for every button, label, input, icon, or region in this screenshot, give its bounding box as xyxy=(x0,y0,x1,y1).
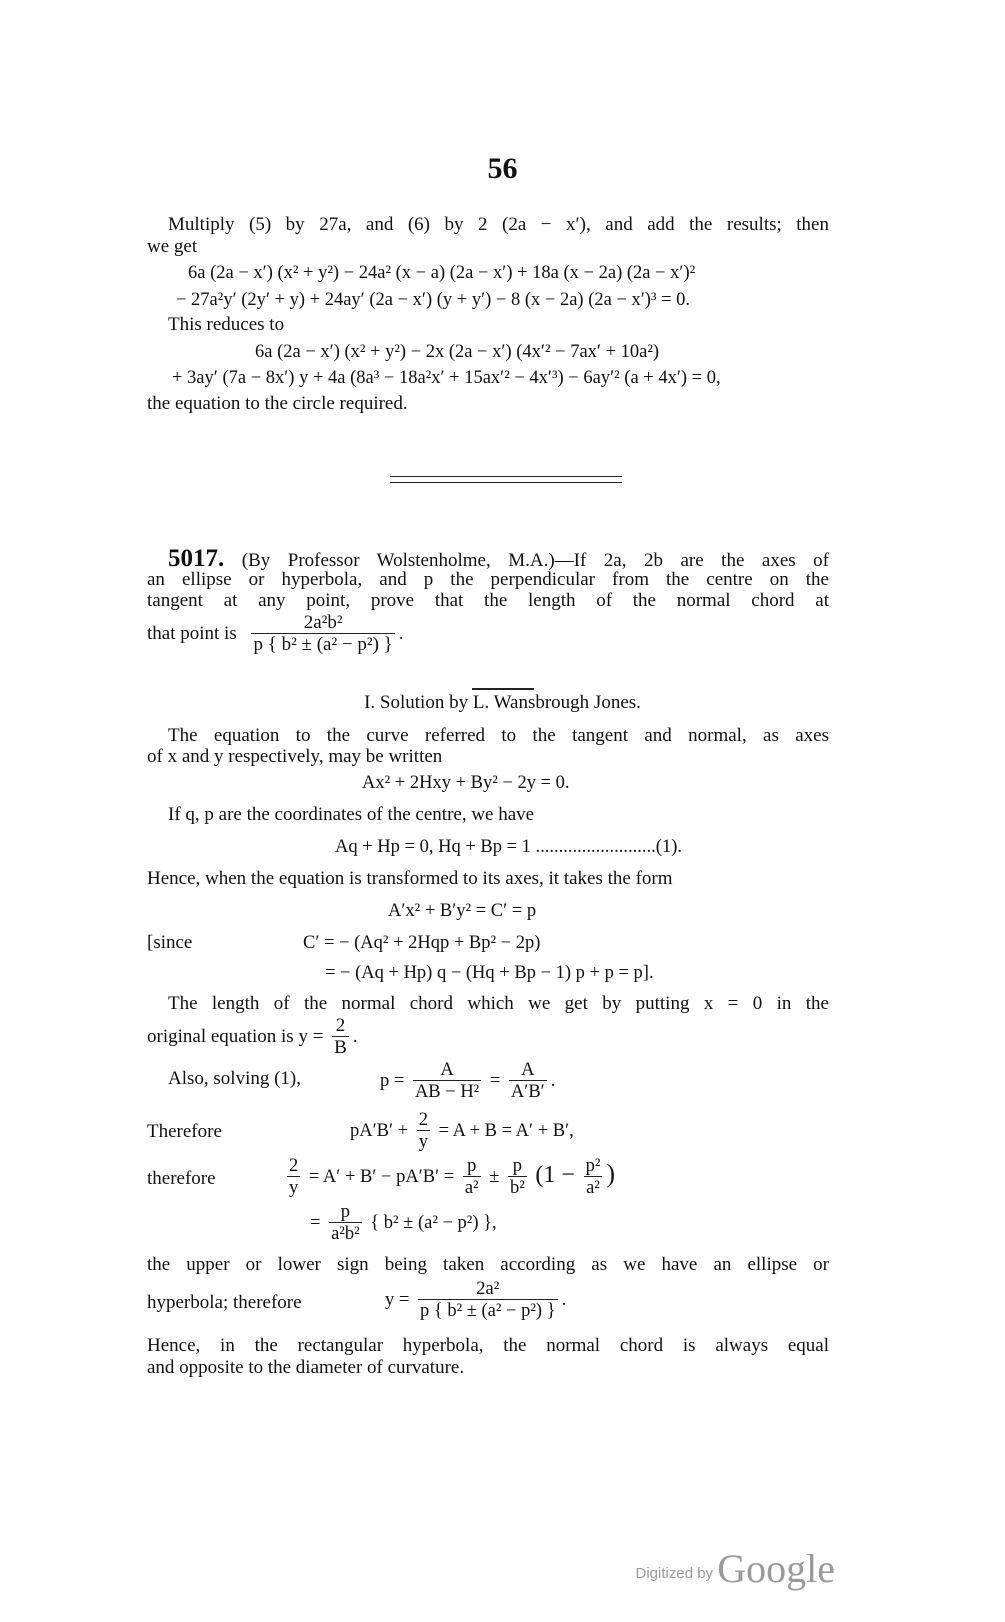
fraction-denominator: b² xyxy=(509,1178,525,1198)
since-equation-1: C′ = − (Aq² + 2Hqp + Bp² − 2p) xyxy=(303,933,541,953)
therefore1-lhs: pA′B′ + xyxy=(350,1120,409,1141)
question-line-3: tangent at any point, prove that the length of the normal chord at xyxy=(147,590,829,611)
equation-4: + 3ay′ (7a − 8x′) y + 4a (8a³ − 18a²x′ + 15ax′² − 4x′³) − 6ay′² (a + 4x′) = 0, xyxy=(172,368,721,388)
hyperbola-end: . xyxy=(561,1289,567,1310)
equation-1: 6a (2a − x′) (x² + y²) − 24a² (x − a) (2a − x′) + 18a (x − 2a) (2a − x′)² xyxy=(188,263,696,283)
fraction-numerator: p xyxy=(340,1202,350,1222)
fraction-numerator: 2a²b² xyxy=(303,612,343,633)
solution-p1-line-1: The equation to the curve referred to the tangent and normal, as axes xyxy=(168,725,829,746)
centre-equation: Aq + Hp = 0, Hq + Bp = 1 ..........................(1). xyxy=(335,837,682,857)
fraction-denominator: A′B′ xyxy=(510,1082,545,1102)
solution-p6-line-1: Hence, in the rectangular hyperbola, the normal chord is always equal xyxy=(147,1335,829,1356)
fraction-numerator: p xyxy=(467,1156,477,1176)
watermark-prefix: Digitized by xyxy=(635,1565,714,1582)
solution-p3: Hence, when the equation is transformed to its axes, it takes the form xyxy=(147,868,673,889)
hyperbola-label: hyperbola; therefore xyxy=(147,1292,302,1313)
fraction-numerator: A xyxy=(440,1060,454,1080)
question-line-2: an ellipse or hyperbola, and p the perpendicular from the centre on the xyxy=(147,569,829,590)
solution-p4-line-2-text: original equation is y = xyxy=(147,1025,324,1047)
question-line-4-text: that point is xyxy=(147,622,237,644)
therefore1-rhs: = A + B = A′ + B′, xyxy=(438,1120,574,1141)
question-line-1-text: (By Professor Wolstenholme, M.A.)—If 2a, 2b are the axes of xyxy=(241,550,829,571)
intro-line-1: Multiply (5) by 27a, and (6) by 2 (2a − x′), and add the results; then xyxy=(168,214,829,235)
intro-line-2: we get xyxy=(147,236,198,257)
fraction-denominator: B xyxy=(334,1037,347,1058)
google-logo: Google xyxy=(717,1546,835,1591)
fraction-numerator: p xyxy=(512,1156,522,1176)
since-label: [since xyxy=(147,932,193,953)
a-over-a-b-fraction xyxy=(509,1060,547,1103)
fraction-denominator: AB − H² xyxy=(414,1082,480,1102)
a-over-ab-h2-fraction xyxy=(413,1060,481,1103)
fraction-numerator: p² xyxy=(585,1156,601,1176)
also-label: Also, solving (1), xyxy=(168,1068,301,1089)
plus-minus-sign: ± xyxy=(489,1166,500,1187)
axes-equation: A′x² + B′y² = C′ = p xyxy=(388,901,537,921)
fraction-denominator: p { b² ± (a² − p²) } xyxy=(419,1301,556,1321)
fraction-numerator: 2a² xyxy=(476,1279,500,1299)
two-over-y-fraction xyxy=(417,1110,430,1153)
fraction-denominator: y xyxy=(289,1178,299,1198)
solution-p1-line-2: of x and y respectively, may be written xyxy=(147,746,443,767)
equation-2: − 27a²y′ (2y′ + y) + 24ay′ (2a − x′) (y + y′) − 8 (x − 2a) (2a − x′)³ = 0. xyxy=(176,290,691,310)
open-paren-term: (1 − xyxy=(535,1161,575,1188)
fraction-denominator: a²b² xyxy=(331,1224,360,1244)
equation-3: 6a (2a − x′) (x² + y²) − 2x (2a − x′) (4x′² − 7ax′ + 10a²) xyxy=(255,342,660,362)
divider-top xyxy=(390,476,622,477)
curve-equation: Ax² + 2Hxy + By² − 2y = 0. xyxy=(362,773,570,793)
fraction-denominator: y xyxy=(418,1132,428,1152)
close-paren: ) xyxy=(606,1158,616,1188)
therefore-equation-1 xyxy=(350,1110,574,1153)
therefore-equation-3 xyxy=(310,1202,497,1245)
question-number: 5017. xyxy=(168,545,225,572)
fraction-numerator: 2 xyxy=(418,1110,428,1130)
p2-over-a2-fraction xyxy=(584,1156,603,1199)
therefore3-equals: = xyxy=(310,1212,321,1233)
solution-p4-line-1: The length of the normal chord which we get by putting x = 0 in the xyxy=(168,993,829,1014)
solution-p4-line-2: original equation is y = $\frac{2}{B}$ . xyxy=(147,1015,358,1058)
normal-chord-fraction xyxy=(251,613,394,656)
fraction-denominator: p { b² ± (a² − p²) } xyxy=(253,634,393,655)
also-equals: = xyxy=(489,1070,501,1091)
fraction-numerator: A xyxy=(521,1060,535,1080)
since-equation-2: = − (Aq + Hp) q − (Hq + Bp − 1) p + p = p]. xyxy=(325,963,654,983)
hyperbola-equation xyxy=(385,1279,566,1322)
short-dash xyxy=(472,688,534,690)
two-over-b-fraction xyxy=(332,1016,349,1059)
fraction-numerator: 2 xyxy=(289,1156,299,1176)
fraction-denominator: a² xyxy=(464,1178,479,1198)
digitized-watermark xyxy=(636,1545,835,1592)
solution-p5: the upper or lower sign being taken according as we have an ellipse or xyxy=(147,1254,829,1275)
also-equation: p = $\frac{A}{\text{AB − H²}}$ = $\frac{A}{A'B'}$ . xyxy=(380,1060,556,1102)
page-number: 56 xyxy=(487,152,518,185)
conclusion-text: the equation to the circle required. xyxy=(147,393,408,414)
hyperbola-lhs: y = xyxy=(385,1289,410,1310)
fraction-denominator: a² xyxy=(584,1176,603,1199)
therefore-label-1: Therefore xyxy=(147,1121,222,1142)
p-over-a2b2-fraction xyxy=(329,1202,362,1245)
p-over-a2-fraction xyxy=(463,1156,481,1199)
therefore-label-2: therefore xyxy=(147,1168,216,1189)
two-over-y-fraction-2 xyxy=(287,1156,300,1199)
solution-p2: If q, p are the coordinates of the centre, we have xyxy=(168,804,535,825)
solution-heading: I. Solution by L. Wansbrough Jones. xyxy=(364,692,641,713)
question-line-4 xyxy=(147,613,404,656)
therefore2-middle: = A′ + B′ − pA′B′ = xyxy=(308,1166,455,1187)
solution-p6-line-2: and opposite to the diameter of curvature. xyxy=(147,1357,465,1378)
p-over-b2-fraction xyxy=(508,1156,527,1199)
also-lhs: p = xyxy=(380,1070,405,1091)
fraction-numerator: 2 xyxy=(335,1015,346,1036)
therefore-equation-2 xyxy=(283,1156,615,1199)
divider-bottom xyxy=(390,482,622,483)
reduces-text: This reduces to xyxy=(168,314,285,335)
hyperbola-fraction xyxy=(418,1279,558,1322)
question-line-4-end: . xyxy=(398,622,404,644)
therefore3-rest: { b² ± (a² − p²) }, xyxy=(370,1212,497,1233)
